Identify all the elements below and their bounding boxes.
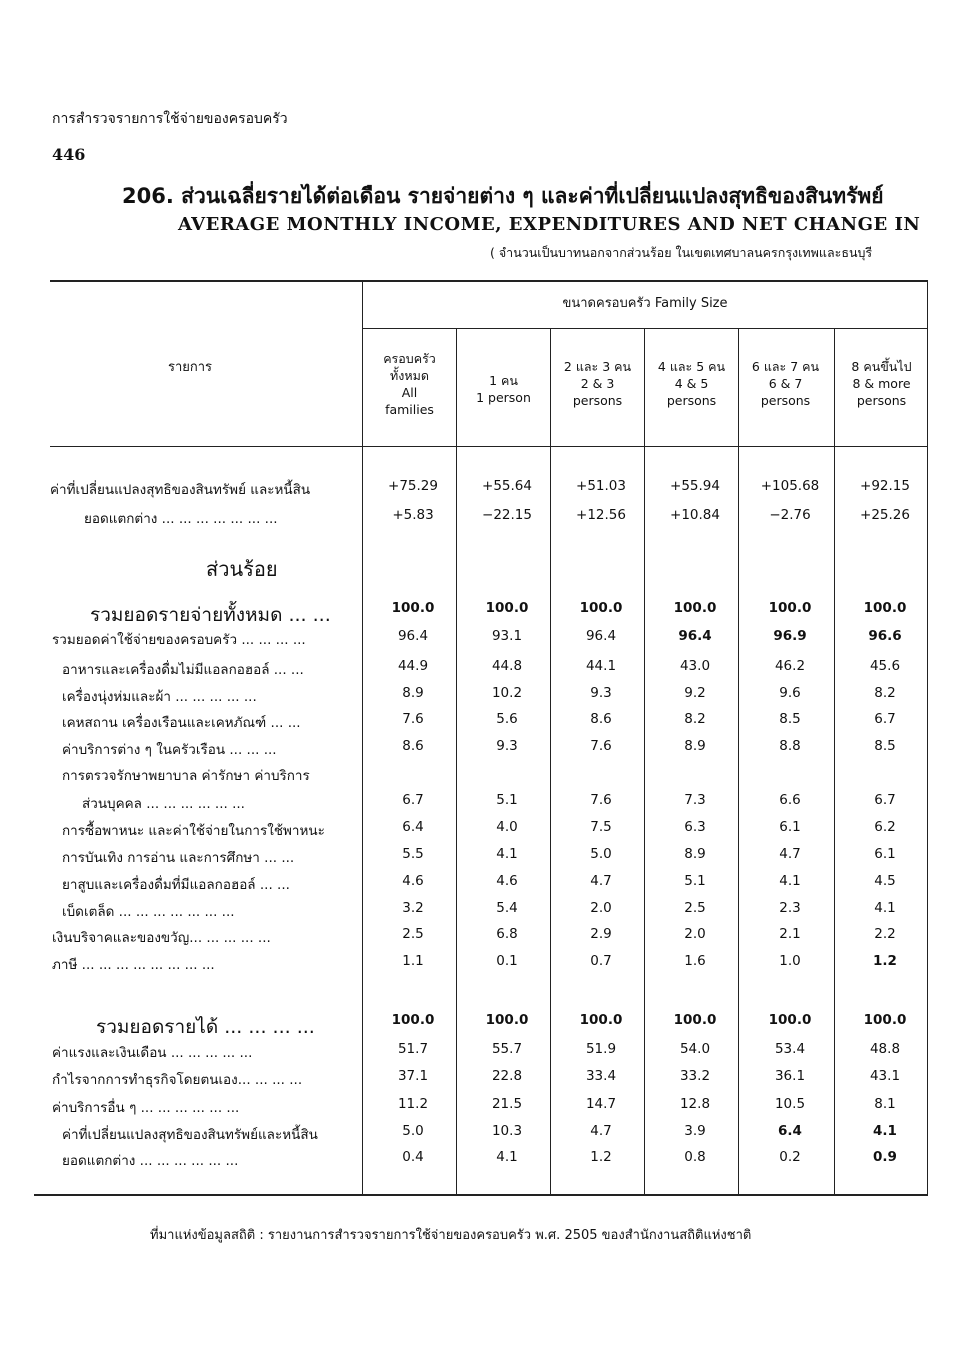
family-size-rule xyxy=(362,328,928,329)
column-header-line: 2 & 3 xyxy=(580,376,615,391)
cell-value: 51.7 xyxy=(397,1041,429,1057)
net-change-row xyxy=(0,478,966,504)
income-row xyxy=(0,1041,966,1067)
page-number: 446 xyxy=(52,145,86,164)
cell-value: 4.5 xyxy=(874,873,896,889)
cell-value: 37.1 xyxy=(397,1068,429,1084)
cell-value: 1.0 xyxy=(779,953,801,969)
cell-value: +12.56 xyxy=(576,507,626,523)
cell-value: 8.2 xyxy=(874,685,896,701)
cell-value: 44.1 xyxy=(585,658,617,674)
cell-value: 4.1 xyxy=(873,1123,897,1139)
column-header-line: ครอบครัว xyxy=(383,351,436,366)
cell-value: 46.2 xyxy=(774,658,806,674)
row-label: ยาสูบและเครื่องดื่มที่มีแอลกอฮอล์ ... ... xyxy=(62,877,290,893)
table-title-thai: 206. ส่วนเฉลี่ยรายได้ต่อเดือน รายจ่ายต่าง ๆ และค่าที่เปลี่ยนแปลงสุทธิของสินทรัพย์ xyxy=(122,184,884,208)
cell-value: 54.0 xyxy=(679,1041,711,1057)
cell-value: 4.7 xyxy=(779,846,801,862)
cell-value: 96.4 xyxy=(585,628,617,644)
cell-value: 96.6 xyxy=(868,628,902,644)
column-header xyxy=(363,350,456,418)
family-size-header: ขนาดครอบครัว Family Size xyxy=(562,296,728,311)
cell-value: 8.9 xyxy=(402,685,424,701)
cell-value: 100.0 xyxy=(863,1012,907,1028)
income-row xyxy=(0,1149,966,1175)
column-header xyxy=(645,358,738,409)
cell-value: +51.03 xyxy=(576,478,626,494)
row-label: ยอดแตกต่าง ... ... ... ... ... ... ... xyxy=(84,511,278,527)
cell-value: 6.1 xyxy=(779,819,801,835)
row-label: ภาษี ... ... ... ... ... ... ... ... xyxy=(52,957,215,973)
cell-value: 6.1 xyxy=(874,846,896,862)
cell-value: 6.2 xyxy=(874,819,896,835)
cell-value: 43.1 xyxy=(869,1068,901,1084)
cell-value: 96.9 xyxy=(773,628,807,644)
cell-value: 4.7 xyxy=(590,873,612,889)
cell-value: 4.1 xyxy=(779,873,801,889)
cell-value: 4.6 xyxy=(496,873,518,889)
income-row xyxy=(0,1123,966,1149)
column-header-line: 8 คนขึ้นไป xyxy=(851,359,912,374)
column-header-line: 6 และ 7 คน xyxy=(751,359,820,374)
expenditure-row xyxy=(0,711,966,737)
cell-value: +105.68 xyxy=(760,478,820,494)
cell-value: 44.8 xyxy=(491,658,523,674)
row-label: รวมยอดค่าใช้จ่ายของครอบครัว ... ... ... ... xyxy=(52,632,306,648)
cell-value: 6.6 xyxy=(779,792,801,808)
column-header-line: 4 และ 5 คน xyxy=(657,359,726,374)
expenditure-row xyxy=(0,738,966,764)
cell-value: 100.0 xyxy=(579,600,623,616)
column-header-line: persons xyxy=(572,393,623,408)
cell-value: 36.1 xyxy=(774,1068,806,1084)
column-header-line: persons xyxy=(760,393,811,408)
row-label: เครื่องนุ่งห่มและผ้า ... ... ... ... ... xyxy=(62,689,257,705)
column-header xyxy=(835,358,928,409)
cell-value: 5.6 xyxy=(496,711,518,727)
running-header: การสำรวจรายการใช้จ่ายของครอบครัว xyxy=(52,111,288,127)
cell-value: 10.5 xyxy=(774,1096,806,1112)
row-label: ค่าแรงและเงินเดือน ... ... ... ... ... xyxy=(52,1045,253,1061)
difference-row xyxy=(0,507,966,533)
cell-value: 0.1 xyxy=(496,953,518,969)
column-header-line: 4 & 5 xyxy=(674,376,709,391)
table-top-rule xyxy=(50,280,928,282)
column-header-line: 2 และ 3 คน xyxy=(563,359,632,374)
cell-value: 33.4 xyxy=(585,1068,617,1084)
row-label: เบ็ดเตล็ด ... ... ... ... ... ... ... xyxy=(62,904,235,920)
column-header-line: families xyxy=(385,402,434,417)
row-label: การตรวจรักษาพยาบาล ค่ารักษา ค่าบริการ xyxy=(62,768,310,784)
row-label: เงินบริจาคและของขวัญ... ... ... ... ... xyxy=(52,930,271,946)
cell-value: 4.6 xyxy=(402,873,424,889)
row-label: การบันเทิง การอ่าน และการศึกษา ... ... xyxy=(62,850,295,866)
cell-value: −2.76 xyxy=(769,507,811,523)
cell-value: 12.8 xyxy=(679,1096,711,1112)
income-total-row xyxy=(0,1012,966,1038)
column-header-line: 6 & 7 xyxy=(768,376,803,391)
cell-value: +10.84 xyxy=(670,507,720,523)
cell-value: 100.0 xyxy=(391,600,435,616)
cell-value: −22.15 xyxy=(482,507,532,523)
column-header-line: 1 person xyxy=(476,390,531,405)
cell-value: 9.3 xyxy=(496,738,518,754)
cell-value: 9.6 xyxy=(779,685,801,701)
cell-value: 8.6 xyxy=(590,711,612,727)
cell-value: 6.7 xyxy=(874,792,896,808)
cell-value: 22.8 xyxy=(491,1068,523,1084)
cell-value: 9.3 xyxy=(590,685,612,701)
row-label: การซื้อพาหนะ และค่าใช้จ่ายในการใช้พาหนะ xyxy=(62,823,325,839)
cell-value: 51.9 xyxy=(585,1041,617,1057)
row-label: ค่าที่เปลี่ยนแปลงสุทธิของสินทรัพย์ และหนี้สิน xyxy=(50,482,311,498)
cell-value: 3.9 xyxy=(684,1123,706,1139)
cell-value: 14.7 xyxy=(585,1096,617,1112)
row-label: เคหสถาน เครื่องเรือนและเคหภัณฑ์ ... ... xyxy=(62,715,301,731)
header-bottom-rule xyxy=(50,446,928,447)
cell-value: 55.7 xyxy=(491,1041,523,1057)
cell-value: +75.29 xyxy=(388,478,438,494)
cell-value: 45.6 xyxy=(869,658,901,674)
cell-value: 8.9 xyxy=(684,738,706,754)
cell-value: 8.9 xyxy=(684,846,706,862)
cell-value: 5.4 xyxy=(496,900,518,916)
column-header xyxy=(457,372,550,406)
row-label: ค่าบริการอื่น ๆ ... ... ... ... ... ... xyxy=(52,1100,240,1116)
source-note: ที่มาแห่งข้อมูลสถิติ : รายงานการสำรวจรายการใช้จ่ายของครอบครัว พ.ศ. 2505 ของสำนักงานสถิติแห่งชาติ xyxy=(150,1228,752,1243)
cell-value: 2.0 xyxy=(590,900,612,916)
cell-value: 8.5 xyxy=(779,711,801,727)
cell-value: +92.15 xyxy=(860,478,910,494)
expenditure-row xyxy=(0,658,966,684)
cell-value: 2.1 xyxy=(779,926,801,942)
table-bottom-rule xyxy=(34,1194,928,1196)
cell-value: 5.0 xyxy=(590,846,612,862)
cell-value: 2.5 xyxy=(684,900,706,916)
cell-value: 4.7 xyxy=(590,1123,612,1139)
cell-value: 100.0 xyxy=(863,600,907,616)
cell-value: 8.1 xyxy=(874,1096,896,1112)
table-title-english: AVERAGE MONTHLY INCOME, EXPENDITURES AND NET CHANGE IN xyxy=(178,214,921,235)
cell-value: 8.6 xyxy=(402,738,424,754)
cell-value: 1.2 xyxy=(873,953,897,969)
cell-value: 96.4 xyxy=(397,628,429,644)
cell-value: 6.7 xyxy=(402,792,424,808)
cell-value: 5.1 xyxy=(684,873,706,889)
column-header xyxy=(739,358,832,409)
row-label: ค่าที่เปลี่ยนแปลงสุทธิของสินทรัพย์และหนี้สิน xyxy=(62,1127,318,1143)
cell-value: 100.0 xyxy=(485,600,529,616)
cell-value: 7.5 xyxy=(590,819,612,835)
cell-value: 7.6 xyxy=(590,792,612,808)
expenditure-row xyxy=(0,685,966,711)
expenditure-row xyxy=(0,873,966,899)
cell-value: 100.0 xyxy=(391,1012,435,1028)
cell-value: 5.0 xyxy=(402,1123,424,1139)
cell-value: 2.3 xyxy=(779,900,801,916)
income-row xyxy=(0,1096,966,1122)
column-header-line: All xyxy=(401,385,418,400)
cell-value: 4.0 xyxy=(496,819,518,835)
cell-value: 100.0 xyxy=(768,600,812,616)
cell-value: +55.64 xyxy=(482,478,532,494)
cell-value: 100.0 xyxy=(673,1012,717,1028)
row-label: รวมยอดรายจ่ายทั้งหมด ... ... xyxy=(90,604,331,626)
expenditure-row xyxy=(0,846,966,872)
column-header-line: 8 & more xyxy=(852,376,911,391)
column-header-line: ทั้งหมด xyxy=(390,368,429,383)
cell-value: 5.5 xyxy=(402,846,424,862)
column-header-line: persons xyxy=(856,393,907,408)
cell-value: 9.2 xyxy=(684,685,706,701)
cell-value: 7.3 xyxy=(684,792,706,808)
cell-value: 2.0 xyxy=(684,926,706,942)
cell-value: 7.6 xyxy=(590,738,612,754)
cell-value: 4.1 xyxy=(496,846,518,862)
income-row xyxy=(0,1068,966,1094)
cell-value: 11.2 xyxy=(397,1096,429,1112)
expenditure-row xyxy=(0,926,966,952)
column-header-line: persons xyxy=(666,393,717,408)
cell-value: 100.0 xyxy=(673,600,717,616)
row-label: ยอดแตกต่าง ... ... ... ... ... ... xyxy=(62,1153,239,1169)
cell-value: 33.2 xyxy=(679,1068,711,1084)
cell-value: 2.2 xyxy=(874,926,896,942)
cell-value: 1.2 xyxy=(590,1149,612,1165)
cell-value: 100.0 xyxy=(579,1012,623,1028)
cell-value: +5.83 xyxy=(392,507,434,523)
expenditure-row xyxy=(0,900,966,926)
cell-value: 5.1 xyxy=(496,792,518,808)
cell-value: 10.2 xyxy=(491,685,523,701)
cell-value: 2.9 xyxy=(590,926,612,942)
cell-value: 4.1 xyxy=(496,1149,518,1165)
cell-value: 93.1 xyxy=(491,628,523,644)
cell-value: 0.7 xyxy=(590,953,612,969)
cell-value: 6.4 xyxy=(402,819,424,835)
row-label: ส่วนบุคคล ... ... ... ... ... ... xyxy=(82,796,245,812)
expenditure-row xyxy=(0,628,966,654)
cell-value: 10.3 xyxy=(491,1123,523,1139)
cell-value: 43.0 xyxy=(679,658,711,674)
cell-value: 100.0 xyxy=(485,1012,529,1028)
percent-heading: ส่วนร้อย xyxy=(206,557,278,581)
cell-value: 4.1 xyxy=(874,900,896,916)
row-label: ค่าบริการต่าง ๆ ในครัวเรือน ... ... ... xyxy=(62,742,277,758)
expenditure-total-row xyxy=(0,600,966,626)
cell-value: 96.4 xyxy=(678,628,712,644)
cell-value: 7.6 xyxy=(402,711,424,727)
cell-value: 53.4 xyxy=(774,1041,806,1057)
cell-value: 6.7 xyxy=(874,711,896,727)
cell-value: 8.8 xyxy=(779,738,801,754)
cell-value: 0.2 xyxy=(779,1149,801,1165)
cell-value: 0.4 xyxy=(402,1149,424,1165)
cell-value: 3.2 xyxy=(402,900,424,916)
cell-value: 6.3 xyxy=(684,819,706,835)
expenditure-row xyxy=(0,819,966,845)
expenditure-row xyxy=(0,953,966,979)
cell-value: 0.9 xyxy=(873,1149,897,1165)
cell-value: 2.5 xyxy=(402,926,424,942)
cell-value: 8.2 xyxy=(684,711,706,727)
row-label: รวมยอดรายได้ ... ... ... ... xyxy=(96,1016,315,1038)
cell-value: 8.5 xyxy=(874,738,896,754)
row-label: อาหารและเครื่องดื่มไม่มีแอลกอฮอล์ ... ... xyxy=(62,662,304,678)
row-label: กำไรจากการทำธุรกิจโดยตนเอง... ... ... ... xyxy=(52,1072,303,1088)
column-header-line: 1 คน xyxy=(489,373,518,388)
cell-value: +55.94 xyxy=(670,478,720,494)
cell-value: 6.4 xyxy=(778,1123,802,1139)
stub-header: รายการ xyxy=(167,360,213,375)
cell-value: 0.8 xyxy=(684,1149,706,1165)
cell-value: 6.8 xyxy=(496,926,518,942)
cell-value: 1.1 xyxy=(402,953,424,969)
expenditure-row xyxy=(0,792,966,818)
unit-note: ( จำนวนเป็นบาทนอกจากส่วนร้อย ในเขตเทศบาลนครกรุงเทพและธนบุรี xyxy=(490,245,873,260)
cell-value: 21.5 xyxy=(491,1096,523,1112)
cell-value: 100.0 xyxy=(768,1012,812,1028)
cell-value: 48.8 xyxy=(869,1041,901,1057)
column-header xyxy=(551,358,644,409)
cell-value: 1.6 xyxy=(684,953,706,969)
expenditure-row xyxy=(0,764,966,790)
cell-value: +25.26 xyxy=(860,507,910,523)
cell-value: 44.9 xyxy=(397,658,429,674)
